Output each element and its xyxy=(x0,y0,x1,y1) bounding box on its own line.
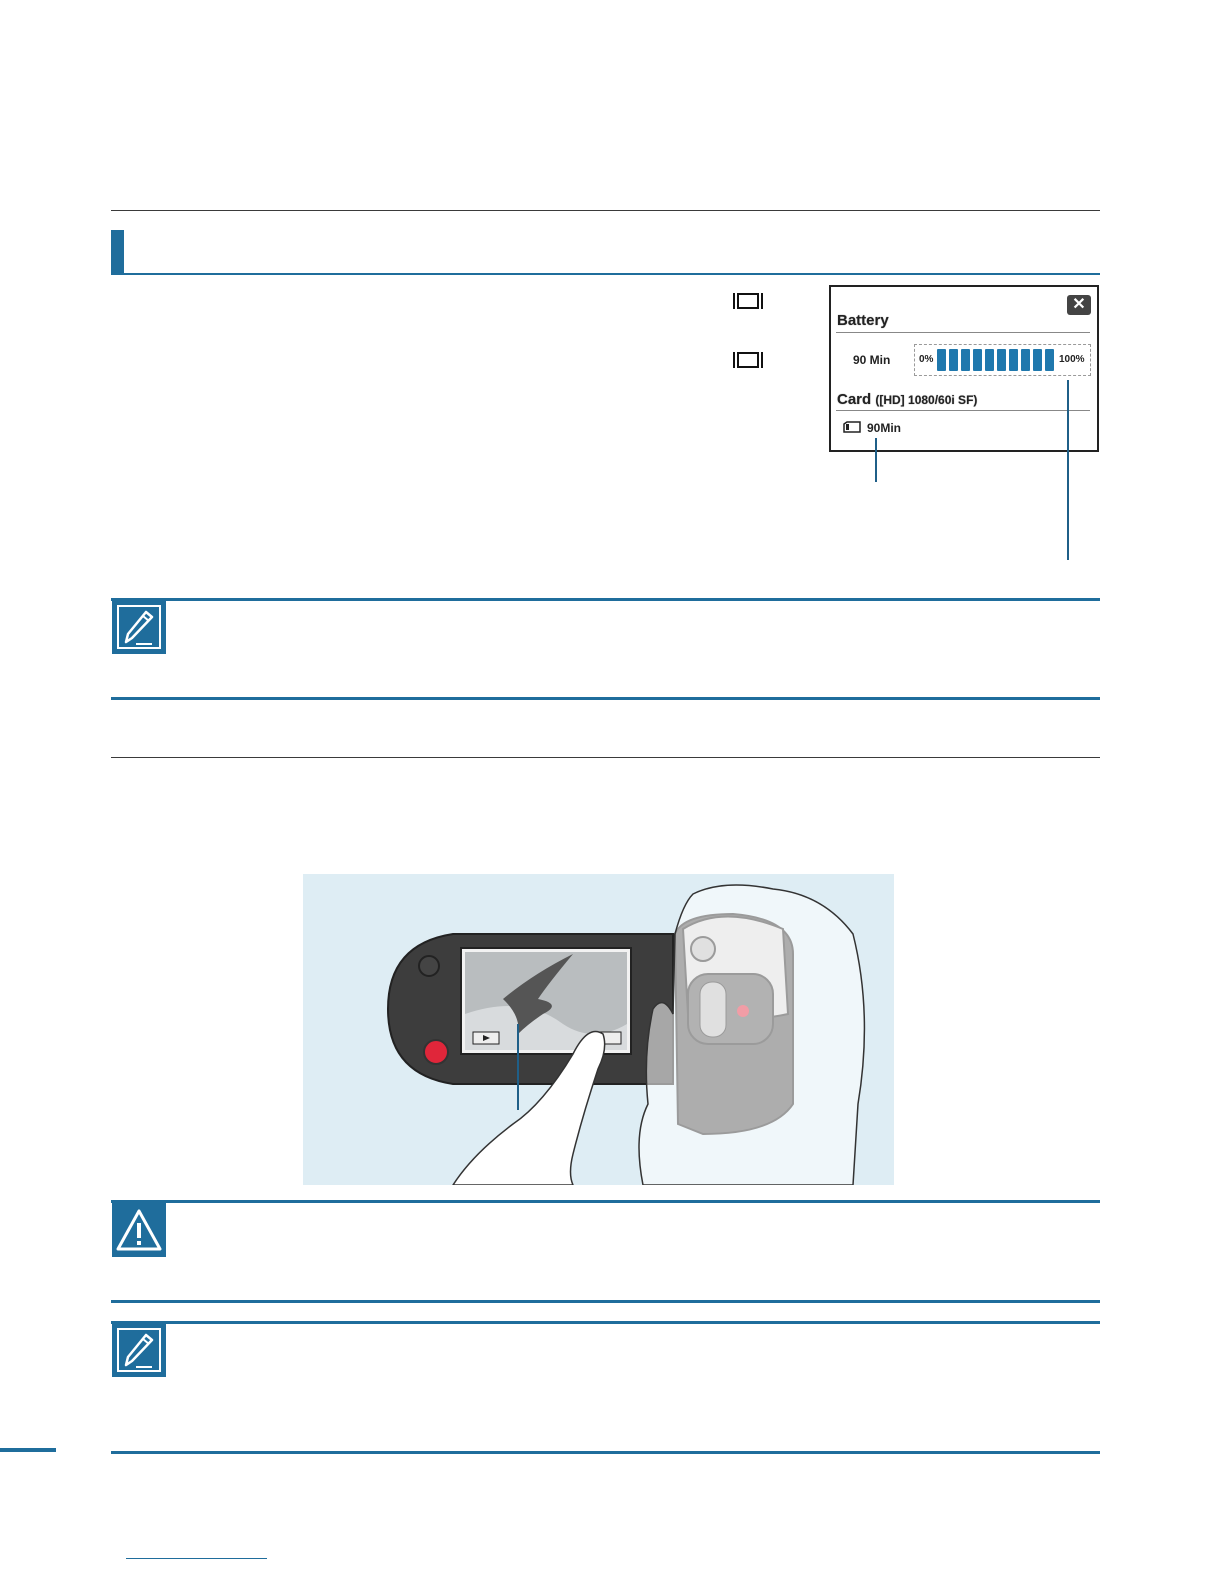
caution-bottom-rule xyxy=(111,1300,1100,1303)
meter-min-label: 0% xyxy=(919,354,934,365)
battery-segment xyxy=(997,349,1006,371)
card-separator xyxy=(836,410,1090,411)
battery-info-panel xyxy=(829,285,1099,452)
top-divider xyxy=(111,210,1100,211)
battery-segment xyxy=(949,349,958,371)
memory-card-icon xyxy=(843,421,861,433)
battery-segment xyxy=(937,349,946,371)
section-heading-accent xyxy=(111,230,124,274)
battery-meter-callout xyxy=(1067,380,1069,560)
note-top-rule xyxy=(111,598,1100,601)
card-title-text: Card xyxy=(837,391,872,408)
battery-segment xyxy=(961,349,970,371)
battery-separator xyxy=(836,332,1090,333)
close-icon[interactable]: ✕ xyxy=(1067,295,1091,315)
battery-segment xyxy=(1009,349,1018,371)
battery-segment xyxy=(985,349,994,371)
card-quality: ([HD] 1080/60i SF) xyxy=(875,393,978,407)
page-tab-marker xyxy=(0,1448,56,1452)
footer-link-underline[interactable] xyxy=(126,1558,267,1559)
battery-meter xyxy=(914,344,1091,376)
caution-triangle-icon xyxy=(112,1203,166,1257)
battery-segment xyxy=(1021,349,1030,371)
battery-segments xyxy=(937,349,1054,371)
note-bottom-rule xyxy=(111,697,1100,700)
battery-title: Battery xyxy=(837,312,889,329)
section-divider xyxy=(111,757,1100,758)
camcorder-illustration xyxy=(303,874,894,1185)
battery-segment xyxy=(973,349,982,371)
card-time-callout xyxy=(875,438,877,482)
battery-segment xyxy=(1045,349,1054,371)
caution-top-rule xyxy=(111,1200,1100,1203)
note-pencil-icon xyxy=(112,1323,166,1377)
camcorder-drawing xyxy=(303,874,894,1185)
display-mode-icon xyxy=(733,351,763,369)
note2-top-rule xyxy=(111,1321,1100,1324)
note-pencil-icon xyxy=(112,600,166,654)
card-title xyxy=(837,391,977,408)
note2-bottom-rule xyxy=(111,1451,1100,1454)
section-heading-underline xyxy=(111,273,1100,275)
battery-segment xyxy=(1033,349,1042,371)
display-mode-icon xyxy=(733,292,763,310)
card-time: 90Min xyxy=(867,421,902,435)
meter-max-label: 100% xyxy=(1059,354,1085,365)
battery-time: 90 Min xyxy=(853,353,891,367)
